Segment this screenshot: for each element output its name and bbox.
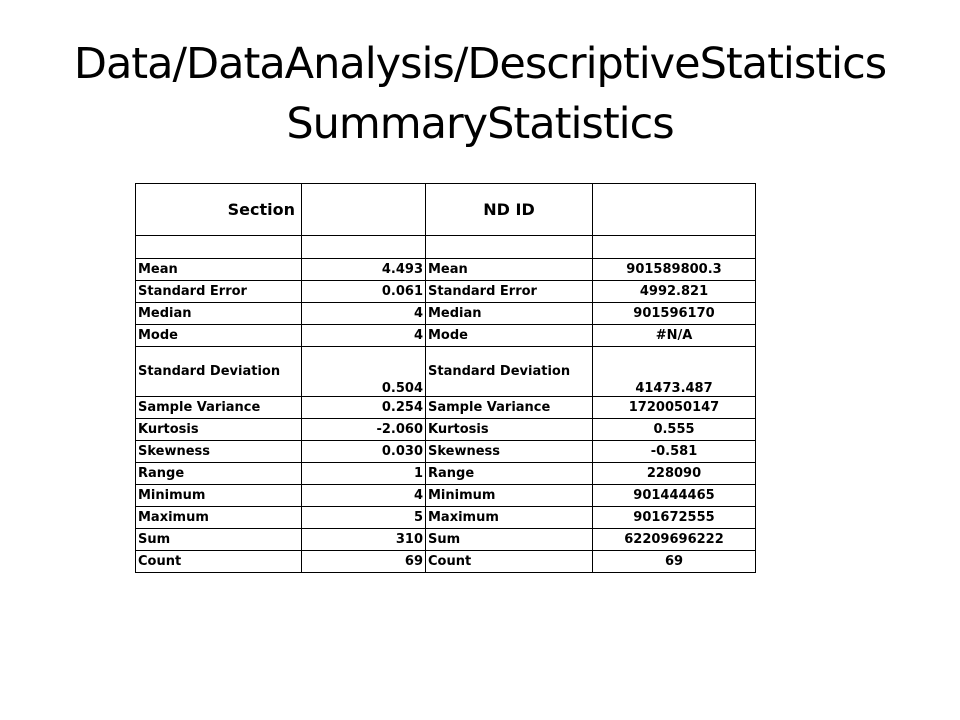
table-row [136, 507, 756, 529]
table-row [136, 529, 756, 551]
table-row [136, 281, 756, 303]
stat-value-nd-id: 1720050147 [593, 397, 756, 419]
summary-statistics-table [135, 183, 756, 573]
stat-label-nd-id: Minimum [426, 485, 593, 507]
blank-cell [593, 236, 756, 259]
stat-label-nd-id: Mode [426, 325, 593, 347]
stat-label-nd-id: Skewness [426, 441, 593, 463]
stat-label-section: Minimum [136, 485, 302, 507]
table-row [136, 463, 756, 485]
table-row [136, 397, 756, 419]
stat-value-section: 69 [302, 551, 426, 573]
stat-value-nd-id: 901672555 [593, 507, 756, 529]
stat-value-nd-id: 0.555 [593, 419, 756, 441]
stat-label-nd-id: Mean [426, 259, 593, 281]
stat-label-nd-id: Sum [426, 529, 593, 551]
stat-value-nd-id: 228090 [593, 463, 756, 485]
stat-label-nd-id: Sample Variance [426, 397, 593, 419]
stat-label-nd-id: Median [426, 303, 593, 325]
table-blank-row [136, 236, 756, 259]
table-row [136, 551, 756, 573]
stat-label-section: Sum [136, 529, 302, 551]
stat-label-nd-id: Maximum [426, 507, 593, 529]
table-row [136, 325, 756, 347]
stat-label-section: Kurtosis [136, 419, 302, 441]
header-nd-id: ND ID [426, 184, 593, 236]
table-row [136, 259, 756, 281]
stat-label-section: Maximum [136, 507, 302, 529]
stat-value-nd-id: 901589800.3 [593, 259, 756, 281]
stat-label-section: Standard Error [136, 281, 302, 303]
header-blank-2 [593, 184, 756, 236]
slide-title [0, 34, 960, 154]
stat-value-nd-id: 62209696222 [593, 529, 756, 551]
stat-label-nd-id: Kurtosis [426, 419, 593, 441]
stat-label-section: Range [136, 463, 302, 485]
stat-label-section: Count [136, 551, 302, 573]
stat-label-section: Median [136, 303, 302, 325]
stat-label-section: Mean [136, 259, 302, 281]
blank-cell [426, 236, 593, 259]
stat-label-nd-id: Standard Error [426, 281, 593, 303]
stat-label-nd-id: Count [426, 551, 593, 573]
stat-value-nd-id: 4992.821 [593, 281, 756, 303]
stat-label-section: Mode [136, 325, 302, 347]
stat-value-section: 4 [302, 303, 426, 325]
table-row [136, 441, 756, 463]
stat-value-section: 4 [302, 485, 426, 507]
stat-value-nd-id: 901444465 [593, 485, 756, 507]
stat-value-nd-id: -0.581 [593, 441, 756, 463]
stat-label-section: Standard Deviation [136, 347, 302, 397]
stat-value-section: 0.061 [302, 281, 426, 303]
stat-value-section: 5 [302, 507, 426, 529]
stat-label-nd-id: Standard Deviation [426, 347, 593, 397]
blank-cell [302, 236, 426, 259]
stat-label-section: Sample Variance [136, 397, 302, 419]
stat-value-nd-id: 41473.487 [593, 347, 756, 397]
table-row [136, 485, 756, 507]
table-row [136, 347, 756, 397]
stat-value-nd-id: #N/A [593, 325, 756, 347]
stat-value-section: 0.030 [302, 441, 426, 463]
stat-value-section: 4 [302, 325, 426, 347]
header-section: Section [136, 184, 302, 236]
slide-title-line-1: Data/DataAnalysis/DescriptiveStatistics [73, 39, 887, 89]
stat-value-nd-id: 69 [593, 551, 756, 573]
blank-cell [136, 236, 302, 259]
stat-value-section: 4.493 [302, 259, 426, 281]
table-row [136, 419, 756, 441]
stat-value-section: -2.060 [302, 419, 426, 441]
stat-label-section: Skewness [136, 441, 302, 463]
slide-title-line-2: SummaryStatistics [286, 99, 674, 149]
stat-label-nd-id: Range [426, 463, 593, 485]
stat-value-section: 0.504 [302, 347, 426, 397]
stat-value-section: 310 [302, 529, 426, 551]
stat-value-nd-id: 901596170 [593, 303, 756, 325]
table-row [136, 303, 756, 325]
header-blank-1 [302, 184, 426, 236]
stat-value-section: 0.254 [302, 397, 426, 419]
table-header-row [136, 184, 756, 236]
stat-value-section: 1 [302, 463, 426, 485]
